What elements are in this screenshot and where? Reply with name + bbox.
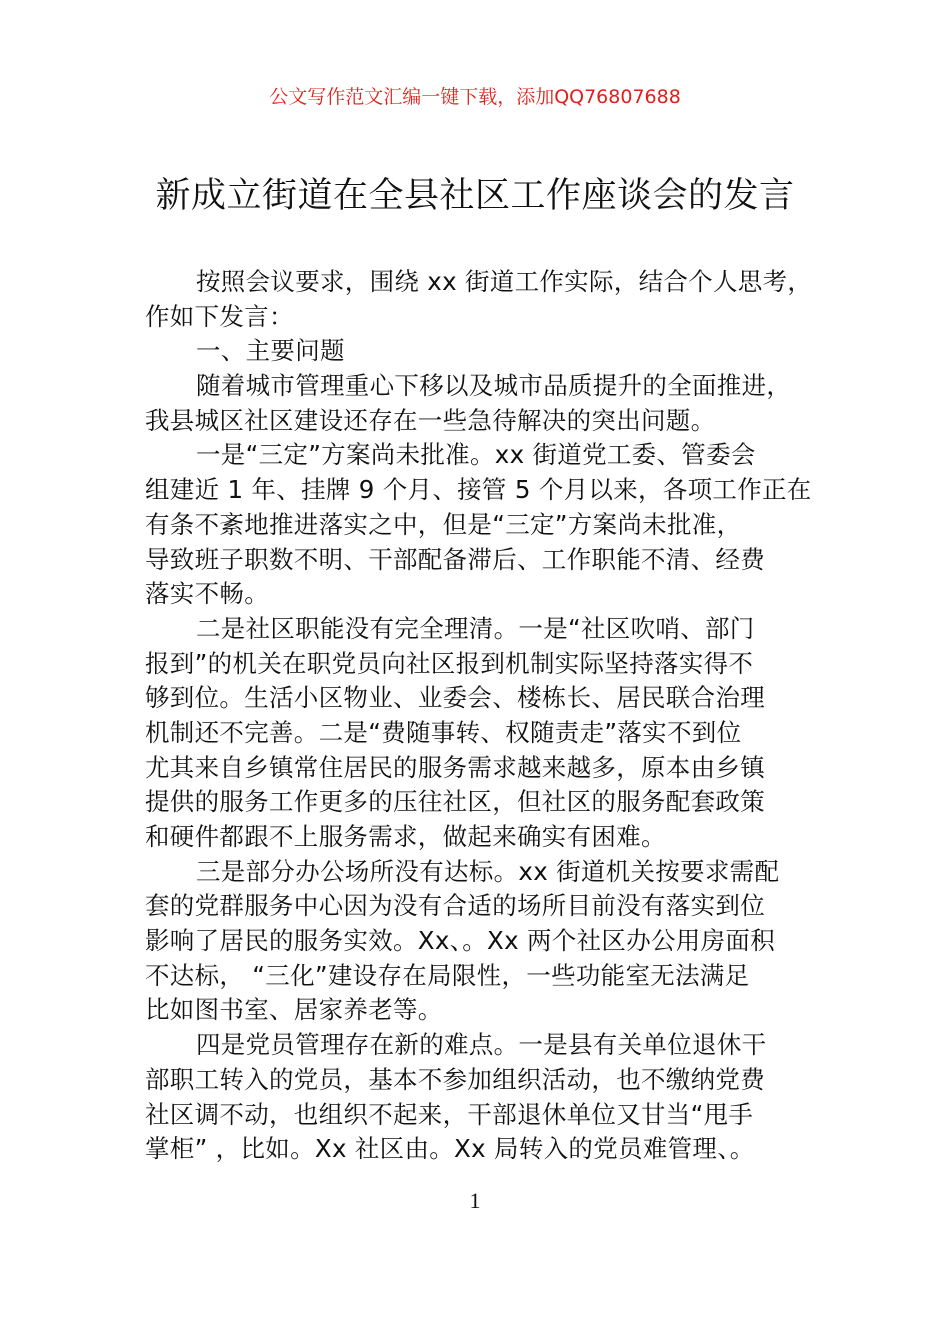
text-line: 不达标， “三化”建设存在局限性，一些功能室无法满足 [145, 960, 750, 990]
text-line: 随着城市管理重心下移以及城市品质提升的全面推进， [196, 371, 792, 401]
text-line: 机制还不完善。二是“费随事转、权随责走”落实不到位 [145, 717, 742, 747]
text-line: 作如下发言： [145, 301, 294, 331]
text-line: 掌柜” ，比如。Xx 社区由。Xx 局转入的党员难管理、。 [145, 1134, 755, 1164]
paragraph [145, 438, 845, 611]
text-line: 按照会议要求，围绕 xx 街道工作实际，结合个人思考， [196, 267, 813, 296]
text-line: 部职工转入的党员，基本不参加组织活动，也不缴纳党费 [145, 1064, 765, 1094]
text-line: 三是部分办公场所没有达标。xx 街道机关按要求需配 [196, 856, 780, 886]
text-line: 我县城区社区建设还存在一些急待解决的突出问题。 [145, 405, 716, 435]
text-line: 社区调不动，也组织不起来，干部退休单位又甘当“甩手 [145, 1099, 754, 1129]
paragraph [145, 855, 845, 1028]
text-line: 二是社区职能没有完全理清。一是“社区吹哨、部门 [196, 613, 755, 643]
text-line: 落实不畅。 [145, 579, 269, 609]
document-title: 新成立街道在全县社区工作座谈会的发言 [155, 176, 795, 216]
paragraph [145, 334, 845, 369]
paragraph [145, 1028, 845, 1167]
text-line: 有条不紊地推进落实之中，但是“三定”方案尚未批准， [145, 509, 742, 539]
text-line: 一、主要问题 [196, 336, 345, 366]
text-line: 尤其来自乡镇常住居民的服务需求越来越多，原本由乡镇 [145, 752, 765, 782]
text-line: 和硬件都跟不上服务需求，做起来确实有困难。 [145, 822, 666, 851]
paragraph [145, 265, 845, 334]
text-line: 够到位。生活小区物业、业委会、楼栋长、居民联合治理 [145, 683, 765, 713]
text-line: 提供的服务工作更多的压往社区，但社区的服务配套政策 [145, 787, 765, 817]
text-line: 四是党员管理存在新的难点。一是县有关单位退休干 [196, 1030, 767, 1060]
document-body [145, 265, 845, 1167]
page-number: 1 [469, 1188, 481, 1213]
text-line: 导致班子职数不明、干部配备滞后、工作职能不清、经费 [145, 544, 765, 574]
text-line: 比如图书室、居家养老等。 [145, 995, 443, 1025]
paragraph [145, 369, 845, 438]
text-line: 组建近 1 年、挂牌 9 个月、接管 5 个月以来，各项工作正在 [145, 475, 812, 505]
text-line: 一是“三定”方案尚未批准。xx 街道党工委、管委会 [196, 440, 756, 470]
text-line: 套的党群服务中心因为没有合适的场所目前没有落实到位 [145, 891, 765, 921]
download-banner: 公文写作范文汇编一键下载，添加QQ76807688 [269, 86, 681, 108]
text-line: 报到”的机关在职党员向社区报到机制实际坚持落实得不 [145, 648, 754, 678]
text-line: 影响了居民的服务实效。Xx、。Xx 两个社区办公用房面积 [145, 926, 776, 956]
paragraph [145, 612, 845, 855]
